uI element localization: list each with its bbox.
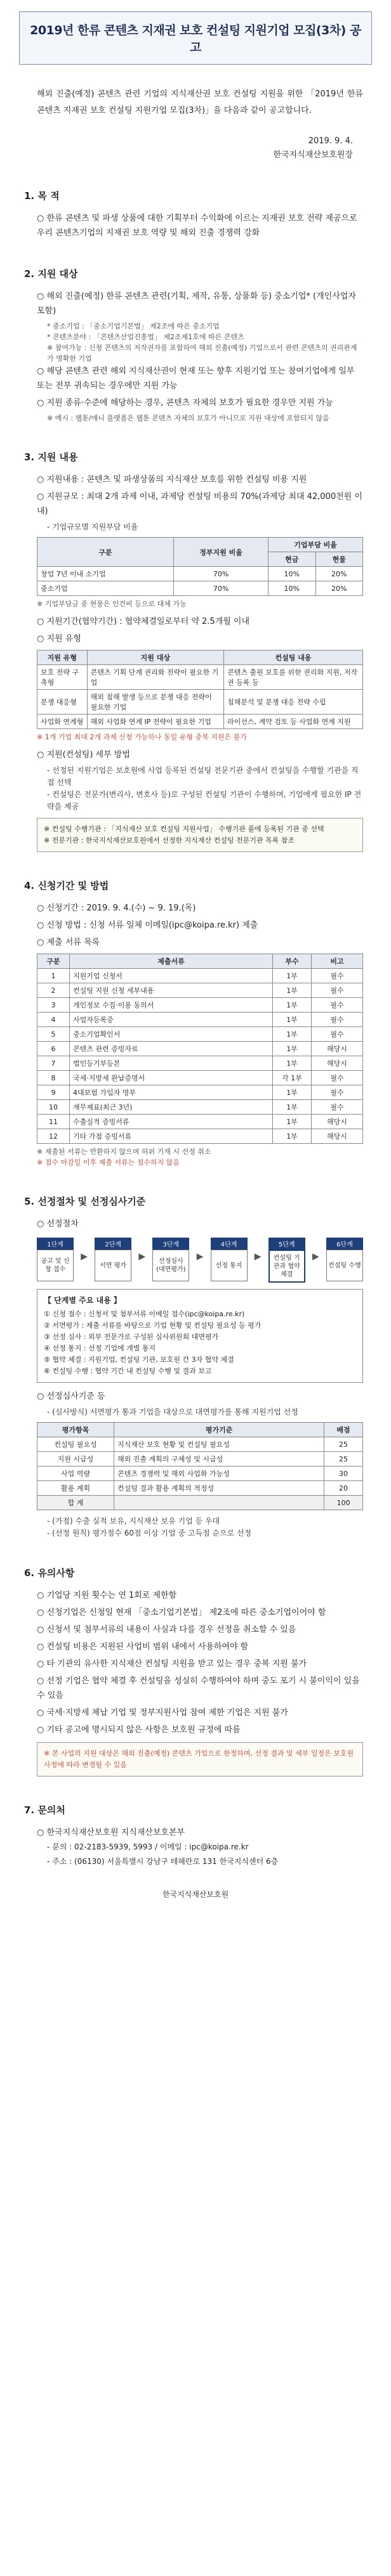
table-cell: 침해분석 및 분쟁 대응 전략 수립 (224, 690, 363, 715)
table-cell: 중소기업확인서 (70, 1027, 273, 1042)
table-cell: 25 (324, 1437, 363, 1452)
notice-item: ○ 신청서 및 첨부서류의 내용이 사실과 다를 경우 선정을 취소할 수 있음 (37, 1625, 296, 1634)
content-bullet: ○ 지원기간(협약기간) : 협약체결일로부터 약 2.5개월 이내 (37, 617, 250, 626)
table-row (37, 1013, 363, 1027)
flow-step-number: 4단계 (211, 1238, 248, 1250)
target-bullet: ○ 해당 콘텐츠 관련 해외 지식재산권이 현재 또는 향후 지원기업 또는 참여기업에게 일부 또는 전부 귀속되는 경우에만 지원 가능 (37, 366, 355, 391)
table-row (37, 665, 363, 690)
flow-step-label: 컨설팅 수행 (326, 1250, 363, 1281)
table-cell: 11 (37, 1115, 70, 1129)
step-line: ⑥ 컨설팅 수행 : 협약 기간 내 컨설팅 수행 및 결과 보고 (44, 1367, 212, 1375)
table-cell: 콘텐츠 출원 보호를 위한 권리화 지원, 저작권 등록 등 (224, 665, 363, 690)
table-cell: 해외 침해 발생 등으로 분쟁 대응 전략이 필요한 기업 (87, 690, 223, 715)
table-cell: 1부 (273, 1115, 312, 1129)
step-box-title: 【 단계별 주요 내용 】 (44, 1296, 121, 1305)
table-row (37, 1481, 363, 1496)
table-cell: 필수 (312, 969, 363, 983)
flow-step-number: 2단계 (95, 1238, 131, 1250)
step-line: ⑤ 협약 체결 : 지원기업, 컨설팅 기관, 보호원 간 3자 협약 체결 (44, 1356, 234, 1364)
content-bullet: ○ 지원(컨설팅) 세부 방법 (37, 750, 130, 760)
apply-bullet: ○ 제출 서류 목록 (37, 938, 100, 947)
table-cell: 20 (324, 1481, 363, 1496)
type-table (37, 650, 363, 729)
table-cell: 합 계 (37, 1496, 114, 1510)
table-row (37, 1452, 363, 1466)
table-cell: 콘텐츠 기획 단계 권리화 전략이 필요한 기업 (87, 665, 223, 690)
table-header: 기업부담 비율 (268, 538, 363, 552)
flow-step-label: 컨설팅 기관과 협약 체결 (268, 1250, 305, 1283)
table-cell: 해외 사업화 연계 IP 전략이 필요한 기업 (87, 715, 223, 729)
table-header: 현금 (268, 552, 315, 567)
content-sub: - 컨설팅은 전문가(변리사, 변호사 등)로 구성된 컨설팅 기관이 수행하며, 기업에게 필요한 IP 전략을 제공 (47, 790, 362, 811)
table-row (37, 1437, 363, 1452)
table-header: 지원 유형 (37, 650, 88, 665)
target-note: * 중소기업 : 「중소기업기본법」 제2조에 따른 중소기업 (47, 322, 220, 330)
table-row (37, 1042, 363, 1056)
table-cell: 100 (324, 1496, 363, 1510)
flow-step (326, 1238, 363, 1281)
purpose-bullet: ○ 한류 콘텐츠 및 파생 상품에 대한 기획부터 수익화에 이르는 지재권 보호 전략 제공으로 우리 콘텐츠기업의 지재권 보호 역량 및 해외 진출 경쟁력 강화 (37, 214, 357, 238)
ratio-note: ※ 기업부담금 중 현물은 인건비 등으로 대체 가능 (37, 600, 187, 608)
table-header: 정부지원 비율 (174, 538, 268, 567)
section-content-title: 3. 지원 내용 (24, 451, 78, 463)
step-line: ④ 선정 통지 : 선정 기업에 개별 통지 (44, 1344, 156, 1352)
table-cell: 3 (37, 998, 70, 1013)
table-cell: 콘텐츠 관련 증빙자료 (70, 1042, 273, 1056)
table-cell: 필수 (312, 1013, 363, 1027)
apply-bullet: ○ 신청기간 : 2019. 9. 4.(수) ~ 9. 19.(목) (37, 903, 196, 913)
table-header: 지원 대상 (87, 650, 223, 665)
table-cell: 지원기업 신청서 (70, 969, 273, 983)
section-selection-3 (37, 1515, 363, 1539)
apply-bullet: ○ 신청 방법 : 신청 서류 일체 이메일(ipc@koipa.re.kr) 제출 (37, 921, 258, 930)
selection-sub: - (선정 원칙) 평가점수 60점 이상 기업 중 고득점 순으로 선정 (47, 1529, 252, 1537)
step-line: ① 신청 접수 : 신청서 및 첨부서류 이메일 접수(ipc@koipa.re.kr) (44, 1310, 245, 1318)
table-row-total (37, 1496, 363, 1510)
table-header: 현물 (315, 552, 363, 567)
contact-line: ○ 한국지식재산보호원 지식재산보호본부 (37, 1828, 185, 1837)
table-row (37, 998, 363, 1013)
notice-item: ○ 국세·지방세 체납 기업 및 정부지원사업 참여 제한 기업은 지원 불가 (37, 1708, 288, 1718)
criteria-table (37, 1422, 363, 1510)
table-cell: 25 (324, 1452, 363, 1466)
table-row (37, 969, 363, 983)
table-cell: 지원 시급성 (37, 1452, 114, 1466)
step-detail-box (37, 1289, 363, 1383)
target-note: * 콘텐츠분야 : 「콘텐츠산업진흥법」 제2조제1호에 따른 콘텐츠 (47, 333, 244, 341)
table-cell: 국세·지방세 완납증명서 (70, 1071, 273, 1085)
notice-item: ○ 선정 기업은 협약 체결 후 컨설팅을 성실히 수행하여야 하며 중도 포기 시 불이익이 있을 수 있음 (37, 1676, 360, 1700)
table-cell: 법인등기부등본 (70, 1056, 273, 1071)
section-selection (37, 1217, 363, 1231)
criteria-table-wrap (37, 1422, 363, 1510)
table-cell: 필수 (312, 1100, 363, 1115)
table-cell: 30 (324, 1466, 363, 1481)
flow-step (211, 1238, 248, 1281)
table-cell: 1부 (273, 1056, 312, 1071)
table-header: 구분 (37, 954, 70, 969)
notice-item: ○ 타 기관의 유사한 지식재산 컨설팅 지원을 받고 있는 경우 중복 지원 불가 (37, 1659, 307, 1669)
selection-sub: - (심사방식) 서면평가 통과 기업을 대상으로 대면평가를 통해 지원기업 선정 (47, 1408, 298, 1416)
notice-item: ○ 기업당 지원 횟수는 연 1회로 제한함 (37, 1591, 177, 1600)
notebox-line: ※ 컨설팅 수행기관 : 「지식재산 보호 컨설팅 지원사업」 수행기관 풀에 등록된 기관 중 선택 (44, 825, 324, 833)
table-cell: 9 (37, 1085, 70, 1100)
section-notice (37, 1588, 363, 1737)
table-row (37, 1129, 363, 1144)
flow-step-number: 1단계 (37, 1238, 74, 1250)
section-contact (37, 1825, 363, 1869)
contact-line: - 주소 : (06130) 서울특별시 강남구 테헤란로 131 한국지식센터 6층 (47, 1857, 279, 1866)
flow-arrow-icon: ▶ (138, 1252, 146, 1262)
target-note: ※ 예시 : 웹툰/애니 플랫폼은 웹툰 콘텐츠 자체의 보호가 아니므로 지원 대상에 포함되지 않음 (47, 414, 329, 422)
table-cell: 1부 (273, 1027, 312, 1042)
table-cell: 각 1부 (273, 1071, 312, 1085)
date-block (0, 134, 353, 162)
table-row (37, 1085, 363, 1100)
table-row (37, 715, 363, 729)
table-cell: 12 (37, 1129, 70, 1144)
selection-bullet: ○ 선정심사기준 등 (37, 1392, 105, 1401)
section-selection-title: 5. 선정절차 및 선정심사기준 (24, 1196, 146, 1207)
table-cell: 해당시 (312, 1056, 363, 1071)
table-cell: 20% (315, 581, 363, 596)
selection-bullet: ○ 선정절차 (37, 1219, 79, 1229)
table-cell: 해당시 (312, 1042, 363, 1056)
table-row (37, 1027, 363, 1042)
notice-item: ○ 신청기업은 신청일 현재 「중소기업기본법」 제2조에 따른 중소기업이어야 함 (37, 1608, 326, 1617)
content-sub: - 선정된 지원기업은 보호원에 사업 등록된 컨설팅 전문기관 중에서 컨설팅을 수행할 기관을 직접 선택 (47, 766, 359, 787)
table-cell: 중소기업 (37, 581, 174, 596)
table-header: 컨설팅 내용 (224, 650, 363, 665)
doc-note: ※ 제출된 서류는 반환하지 않으며 허위 기재 시 선정 취소 (37, 1148, 211, 1156)
section-apply (37, 901, 363, 950)
step-line: ③ 선정 심사 : 외부 전문가로 구성된 심사위원회 대면평가 (44, 1333, 219, 1341)
target-note: ※ 참여가능 : 신청 콘텐츠의 저작권자를 포함하여 해외 진출(예정) 기업으로서 관련 콘텐츠의 권리관계가 명확한 기업 (47, 344, 357, 363)
section-contact-title: 7. 문의처 (24, 1804, 65, 1816)
table-cell: 보호 전략 구축형 (37, 665, 88, 690)
table-header: 부수 (273, 954, 312, 969)
section-purpose-title: 1. 목 적 (24, 190, 60, 202)
table-cell: 7 (37, 1056, 70, 1071)
announcement-page (0, 11, 391, 2576)
table-header: 평가기준 (114, 1423, 324, 1437)
table-cell: 사업화 연계형 (37, 715, 88, 729)
table-cell: 콘텐츠 경쟁력 및 해외 사업화 가능성 (114, 1466, 324, 1481)
section-notice-title: 6. 유의사항 (24, 1567, 75, 1579)
doc-note: ※ 접수 마감일 이후 제출 서류는 접수하지 않음 (37, 1158, 180, 1167)
table-header: 평가항목 (37, 1423, 114, 1437)
flow-step (152, 1238, 189, 1281)
notebox-line: ※ 전문기관 : 한국지식재산보호원에서 선정한 지식재산 컨설팅 전문기관 목록 참조 (44, 836, 295, 845)
table-cell: 20% (315, 567, 363, 581)
table-cell: 1부 (273, 998, 312, 1013)
notebox-line: ※ 본 사업의 지원 대상은 해외 진출(예정) 콘텐츠 기업으로 한정하며, 선정 결과 및 세부 일정은 보호원 사정에 따라 변경될 수 있음 (44, 1749, 354, 1769)
intro-paragraph: 해외 진출(예정) 콘텐츠 관련 기업의 지식재산권 보호 컨설팅 지원을 위한 「2019년 한류 콘텐츠 지재권 보호 컨설팅 지원기업 모집(3차)」을 다음과 같이 공고합니다. (37, 89, 363, 115)
content-sub: - 기업규모별 지원부담 비율 (47, 522, 138, 531)
table-cell: 5 (37, 1027, 70, 1042)
table-row (37, 1466, 363, 1481)
section-target-title: 2. 지원 대상 (24, 268, 78, 280)
content-bullet: ○ 지원 유형 (37, 634, 81, 644)
table-cell: 1부 (273, 1013, 312, 1027)
table-cell: 재무제표(최근 3년) (70, 1100, 273, 1115)
table-cell: 사업 역량 (37, 1466, 114, 1481)
footer-org: 한국지식재산보호원 (162, 1890, 229, 1899)
flow-step (37, 1238, 74, 1281)
content-bullet: ○ 지원규모 : 최대 2개 과제 이내, 과제당 컨설팅 비용의 70%(과제당 최대 42,000천원 이내) (37, 492, 362, 516)
ratio-table (37, 537, 363, 596)
content-bullet: ○ 지원내용 : 콘텐츠 및 파생상품의 지식재산 보호를 위한 컨설팅 비용 지원 (37, 475, 307, 484)
table-row (37, 1115, 363, 1129)
table-cell: 10% (268, 567, 315, 581)
table-row (37, 1071, 363, 1085)
type-table-wrap (37, 650, 363, 742)
consulting-notebox (37, 818, 363, 852)
table-header: 비고 (312, 954, 363, 969)
table-cell: 분쟁 대응형 (37, 690, 88, 715)
table-cell: 필수 (312, 983, 363, 998)
table-row (37, 690, 363, 715)
flow-step (268, 1238, 305, 1283)
table-cell: 1부 (273, 1100, 312, 1115)
notice-item: ○ 기타 공고에 명시되지 않은 사항은 보호원 규정에 따름 (37, 1725, 241, 1735)
table-cell: 필수 (312, 1085, 363, 1100)
table-cell: 필수 (312, 998, 363, 1013)
announce-date: 2019. 9. 4. (308, 136, 353, 146)
page-title: 2019년 한류 콘텐츠 지재권 보호 컨설팅 지원기업 모집(3차) 공고 (30, 23, 361, 55)
section-selection-2 (37, 1389, 363, 1418)
table-cell: 필수 (312, 1071, 363, 1085)
table-header: 배점 (324, 1423, 363, 1437)
doc-table (37, 954, 363, 1144)
flow-step-label: 공고 및 신청 접수 (37, 1250, 74, 1281)
table-cell: 1부 (273, 1085, 312, 1100)
title-banner (19, 11, 372, 65)
table-row (37, 1100, 363, 1115)
table-cell: 2 (37, 983, 70, 998)
footer (25, 1888, 366, 1901)
table-cell: 4 (37, 1013, 70, 1027)
table-cell: 필수 (312, 1027, 363, 1042)
table-row (37, 1056, 363, 1071)
flow-step (95, 1238, 131, 1281)
flow-arrow-icon: ▶ (254, 1252, 262, 1262)
announce-org: 한국지식재산보호원장 (273, 150, 353, 160)
table-cell: 창업 7년 이내 소기업 (37, 567, 174, 581)
table-cell: 지식재산 보호 현황 및 컨설팅 필요성 (114, 1437, 324, 1452)
table-cell: 10% (268, 581, 315, 596)
table-cell: 1부 (273, 1042, 312, 1056)
table-cell: 4대보험 가입자 명부 (70, 1085, 273, 1100)
step-line: ② 서면평가 : 제출 서류를 바탕으로 기업 현황 및 컨설팅 필요성 등 평가 (44, 1321, 262, 1330)
notice-notebox (37, 1742, 363, 1777)
section-content-3 (37, 748, 363, 813)
notice-item: ○ 컨설팅 비용은 지원된 사업비 범위 내에서 사용하여야 함 (37, 1642, 249, 1652)
table-cell (114, 1496, 324, 1510)
table-cell: 1부 (273, 969, 312, 983)
flow-arrow-icon: ▶ (312, 1252, 319, 1262)
table-row (37, 983, 363, 998)
flow-step-label: 서면 평가 (95, 1250, 131, 1281)
table-cell: 사업자등록증 (70, 1013, 273, 1027)
flow-step-label: 선정 통지 (211, 1250, 248, 1281)
section-content (37, 472, 363, 533)
table-cell: 수출실적 증빙서류 (70, 1115, 273, 1129)
table-cell: 활용 계획 (37, 1481, 114, 1496)
table-row (37, 581, 363, 596)
contact-line: - 문의 : 02-2183-5939, 5993 / 이메일 : ipc@koipa.re.kr (47, 1842, 249, 1851)
table-row (37, 567, 363, 581)
table-cell: 컨설팅 지원 신청 세부내용 (70, 983, 273, 998)
table-cell: 해외 진출 계획의 구체성 및 시급성 (114, 1452, 324, 1466)
table-cell: 70% (174, 581, 268, 596)
table-cell: 라이선스, 계약 검토 등 사업화 연계 지원 (224, 715, 363, 729)
table-cell: 해당시 (312, 1129, 363, 1144)
ratio-table-wrap (37, 537, 363, 609)
doc-table-wrap (37, 954, 363, 1168)
selection-flow (37, 1238, 363, 1283)
table-cell: 1부 (273, 1129, 312, 1144)
type-note: ※ 1개 기업 최대 2개 과제 신청 가능하나 동일 유형 중복 지원은 불가 (37, 733, 247, 741)
section-apply-title: 4. 신청기간 및 방법 (24, 880, 109, 891)
table-cell: 개인정보 수집·이용 동의서 (70, 998, 273, 1013)
selection-sub: - (가점) 수출 실적 보유, 지식재산 보유 기업 등 우대 (47, 1517, 220, 1525)
table-header: 구분 (37, 538, 174, 567)
flow-step-number: 5단계 (268, 1238, 305, 1250)
flow-step-number: 6단계 (326, 1238, 363, 1250)
table-cell: 6 (37, 1042, 70, 1056)
table-header: 제출서류 (70, 954, 273, 969)
table-cell: 기타 가점 증빙서류 (70, 1129, 273, 1144)
section-purpose (37, 211, 363, 240)
table-cell: 1부 (273, 983, 312, 998)
section-content-2 (37, 614, 363, 646)
table-cell: 해당시 (312, 1115, 363, 1129)
table-cell: 컨설팅 결과 활용 계획의 적정성 (114, 1481, 324, 1496)
flow-arrow-icon: ▶ (81, 1252, 88, 1262)
table-cell: 컨설팅 필요성 (37, 1437, 114, 1452)
flow-step-number: 3단계 (152, 1238, 189, 1250)
flow-step-label: 선정심사 (대면평가) (152, 1250, 189, 1281)
table-cell: 8 (37, 1071, 70, 1085)
section-target (37, 289, 363, 424)
table-cell: 70% (174, 567, 268, 581)
flow-arrow-icon: ▶ (196, 1252, 204, 1262)
target-bullet: ○ 지원 종류·수준에 해당하는 경우, 콘텐츠 자체의 보호가 필요한 경우만 지원 가능 (37, 398, 333, 408)
target-bullet: ○ 해외 진출(예정) 한류 콘텐츠 관련(기획, 제작, 유통, 상품화 등) 중소기업* (개인사업자 포함) (37, 292, 356, 316)
table-cell: 10 (37, 1100, 70, 1115)
table-cell: 1 (37, 969, 70, 983)
